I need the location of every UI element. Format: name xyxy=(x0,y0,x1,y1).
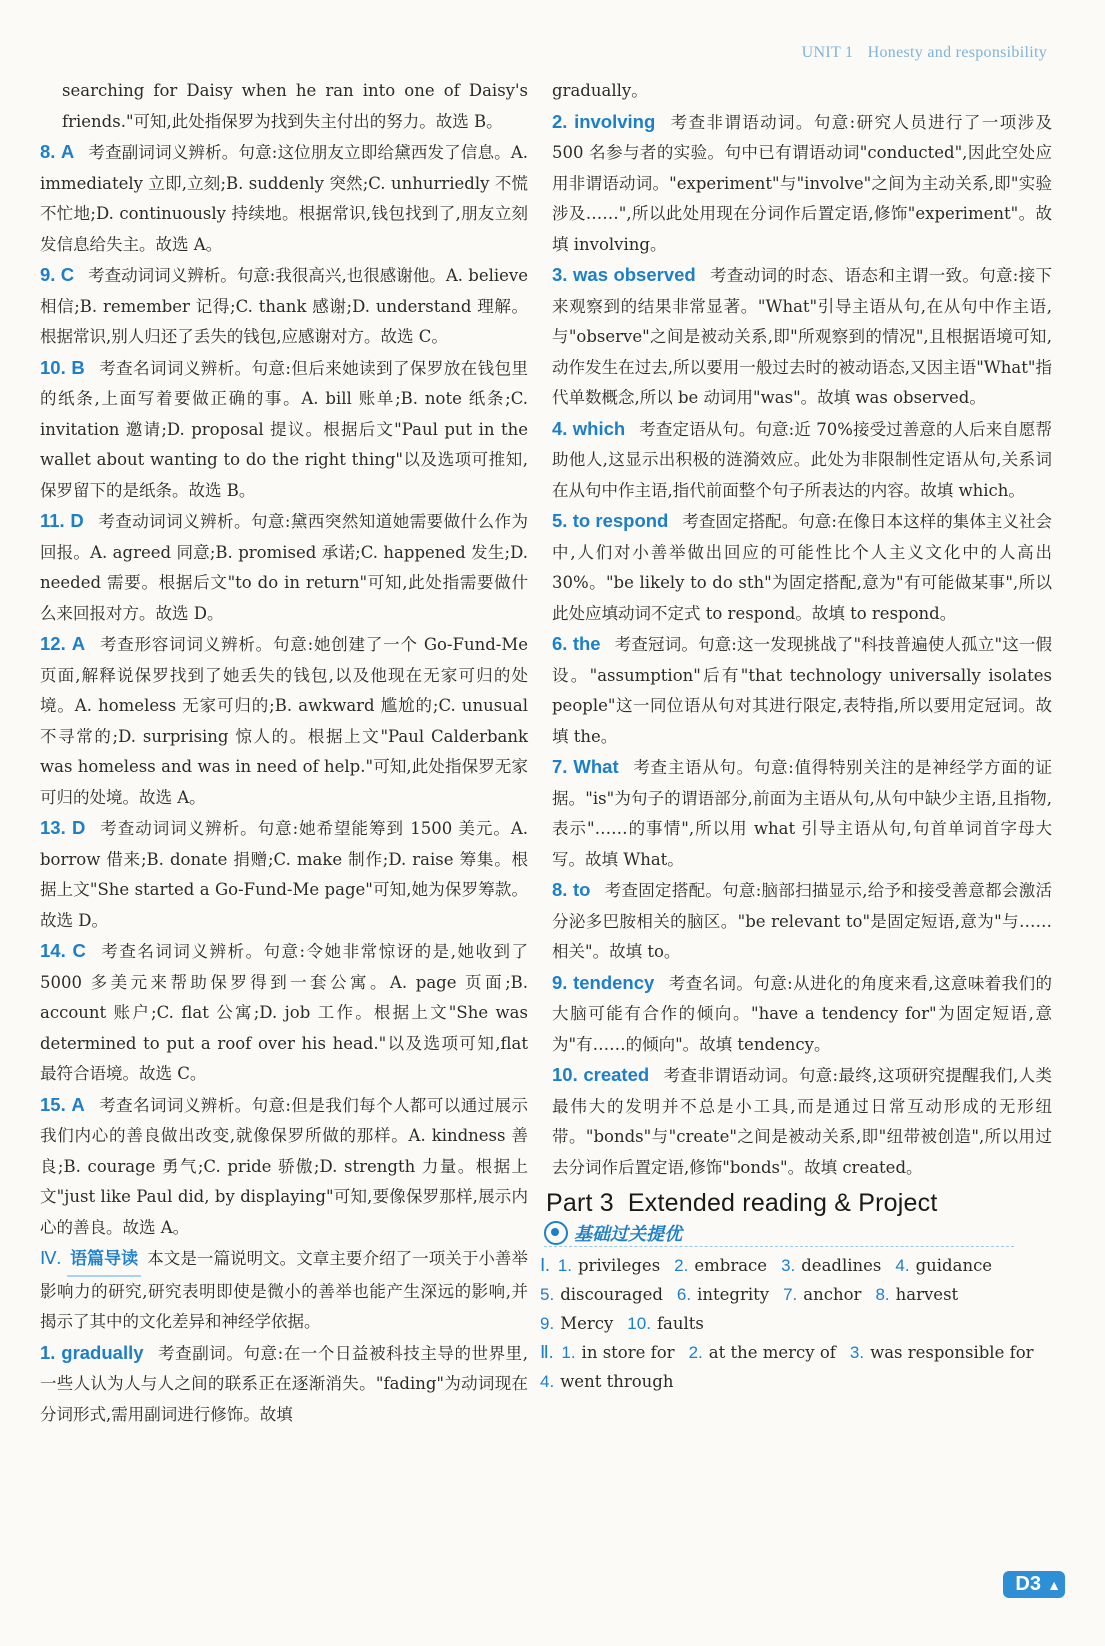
vocab-answer: 2. embrace xyxy=(674,1256,768,1275)
arrow-up-icon: ▲ xyxy=(1047,1577,1061,1593)
answer-item xyxy=(40,260,528,353)
target-icon xyxy=(544,1221,568,1245)
answer-item xyxy=(552,752,1052,875)
page-header xyxy=(792,44,1047,62)
intro-text: searching for Daisy when he ran into one of Daisy's friends."可知,此处指保罗为找到失主付出的努力。故选 B。 xyxy=(62,81,528,131)
part-3-title: Part 3 Extended reading & Project xyxy=(546,1189,938,1217)
answer-item xyxy=(40,629,528,813)
answer-item xyxy=(552,629,1052,752)
vocab-answer: 6. integrity xyxy=(676,1285,770,1304)
item-explanation: 考查固定搭配。句意:脑部扫描显示,给予和接受善意都会激活分泌多巴胺相关的脑区。"be relevant to"是固定短语,意为"与……相关"。故填 to。 xyxy=(552,881,1052,961)
item-answer: to xyxy=(572,879,591,900)
vocab-answer: 9. Mercy xyxy=(540,1314,614,1333)
item-explanation: 考查动词词义辨析。句意:她希望能筹到 1500 美元。A. borrow 借来;B. donate 捐赠;C. make 制作;D. raise 筹集。根据上文"She started a Go-Fund-Me page"可知,她为保罗筹款。故选 D。 xyxy=(40,819,529,930)
answer-item xyxy=(40,137,528,260)
item-number: 13. xyxy=(40,817,66,838)
vocab-answer: 1. privileges xyxy=(557,1256,661,1275)
vocab-answer: 8. harvest xyxy=(875,1285,959,1304)
answer-item xyxy=(40,1090,528,1244)
item-number: 8. xyxy=(40,141,56,162)
unit-label: UNIT 1 xyxy=(801,44,854,61)
section-roman: Ⅰ. xyxy=(540,1255,550,1275)
item-explanation: 考查动词词义辨析。句意:黛西突然知道她需要做什么作为回报。A. agreed 同意;B. promised 承诺;C. happened 发生;D. needed 需要。根据后文"to do in return"可知,此处指需要做什么来回报对方。故选 D。 xyxy=(40,512,528,623)
answer-item xyxy=(40,813,528,936)
continued-text: gradually。 xyxy=(552,81,648,100)
item-answer: A xyxy=(60,141,75,162)
answer-item xyxy=(40,936,528,1090)
right-column xyxy=(540,76,1053,1396)
item-answer: which xyxy=(572,417,626,439)
item-explanation: 考查动词词义辨析。句意:我很高兴,也很感谢他。A. believe 相信;B. remember 记得;C. thank 感谢;D. understand 理解。根据常识,别人归还了丢失的钱包,应感谢对方。故选 C。 xyxy=(40,266,528,346)
answer-item xyxy=(552,1060,1052,1183)
left-answer-list xyxy=(40,137,528,1243)
item-number: 7. xyxy=(552,756,568,777)
item-explanation: 考查副词词义辨析。句意:这位朋友立即给黛西发了信息。A. immediately 立即,立刻;B. suddenly 突然;C. unhurriedly 不慌不忙地;D. continuously 持续地。根据常识,钱包找到了,朋友立刻发信息给失主。故选 A。 xyxy=(40,143,528,254)
item-number: 14. xyxy=(40,940,66,961)
item-number: 8. xyxy=(552,879,568,900)
item-explanation: 考查固定搭配。句意:在像日本这样的集体主义社会中,人们对小善举做出回应的可能性比个人主义文化中的人高出 30%。"be likely to do sth"为固定搭配,意为"有可能做某事",所以此处应填动词不定式 to respond。故填 to respond。 xyxy=(552,512,1052,623)
item-number: 12. xyxy=(40,633,66,654)
item-answer: was observed xyxy=(573,264,696,285)
item-answer: C xyxy=(60,264,75,285)
item-explanation: 考查名词词义辨析。句意:但是我们每个人都可以通过展示我们内心的善良做出改变,就像保罗所做的那样。A. kindness 善良;B. courage 勇气;C. pride 骄傲;D. strength 力量。根据上文"just like Paul did, by displaying"可知,要像保罗那样,展示内心的善良。故选 A。 xyxy=(40,1095,529,1237)
vocab-answer: 3. deadlines xyxy=(781,1256,882,1275)
item-number: 5. xyxy=(552,510,568,531)
unit-title: Honesty and responsibility xyxy=(867,44,1047,61)
item-number: 2. xyxy=(552,110,568,132)
item-number: 9. xyxy=(552,971,568,993)
answer-item xyxy=(40,506,528,629)
item-answer: involving xyxy=(574,110,656,132)
answer-item xyxy=(40,353,528,507)
item-number: 3. xyxy=(552,264,568,285)
item-explanation: 考查主语从句。句意:值得特别关注的是神经学方面的证据。"is"为句子的谓语部分,前面为主语从句,从句中缺少主语,且指物,表示"……的事情",所以用 what 引导主语从句,句首单词首字母大写。故填 What。 xyxy=(552,758,1053,869)
section-roman: Ⅳ. xyxy=(40,1248,62,1268)
reading-guide-tag: 语篇导读 xyxy=(67,1244,141,1277)
item-number: 6. xyxy=(552,633,568,654)
section-4-text: 本文是一篇说明文。文章主要介绍了一项关于小善举影响力的研究,研究表明即使是微小的善举也能产生深远的影响,并揭示了其中的文化差异和神经学依据。 xyxy=(40,1249,528,1331)
vocab-answer: 1. in store for xyxy=(561,1343,675,1362)
vocab-answer: 3. was responsible for xyxy=(849,1343,1034,1362)
item-answer: to respond xyxy=(572,510,669,531)
item-number: 15. xyxy=(40,1093,66,1115)
item-explanation: 考查定语从句。句意:近 70%接受过善意的人后来自愿帮助他人,这显示出积极的涟漪效应。此处为非限制性定语从句,关系词在从句中作主语,指代前面整个句子所表达的内容。故填 which。 xyxy=(552,419,1052,500)
item-answer: created xyxy=(583,1064,650,1085)
vocab-answer: 10. faults xyxy=(627,1314,704,1333)
section-4-intro xyxy=(40,1243,528,1338)
item-explanation: 考查名词词义辨析。句意:令她非常惊讶的是,她收到了 5000 多美元来帮助保罗得到一套公寓。A. page 页面;B. account 账户;C. flat 公寓;D. job 工作。根据上文"She was determined to put a roof over his head."以及选项可知,flat 最符合语境。故选 C。 xyxy=(40,942,528,1083)
answer-item xyxy=(552,968,1052,1061)
left-column xyxy=(40,76,528,1430)
item-answer: C xyxy=(72,940,86,961)
vocab-answer: 2. at the mercy of xyxy=(688,1343,836,1362)
vocab-answer: 4. went through xyxy=(540,1372,674,1391)
item-answer: D xyxy=(71,817,86,838)
answer-item xyxy=(552,875,1052,968)
answer-item xyxy=(552,414,1052,507)
item-answer: tendency xyxy=(573,971,655,993)
page-number-badge: D3 ▲ xyxy=(1003,1571,1065,1598)
item-number: 9. xyxy=(40,264,56,285)
item-number: 11. xyxy=(40,510,65,531)
vocab-answer: 5. discouraged xyxy=(540,1285,663,1304)
basic-practice-heading: 基础过关提优 xyxy=(544,1220,1014,1247)
item-answer: the xyxy=(572,633,601,654)
answer-item xyxy=(552,506,1052,629)
item-answer: D xyxy=(70,510,84,531)
answer-item xyxy=(552,107,1052,261)
item-explanation: 考查非谓语动词。句意:最终,这项研究提醒我们,人类最伟大的发明并不总是小工具,而是通过日常互动形成的无形纽带。"bonds"与"create"之间是被动关系,即"纽带被创造",所以用过去分词作后置定语,修饰"bonds"。故填 created。 xyxy=(552,1066,1052,1177)
section-roman: Ⅱ. xyxy=(540,1342,554,1362)
vocab-section-1 xyxy=(540,1251,1052,1338)
item-answer: A xyxy=(71,633,86,654)
item-answer: A xyxy=(71,1093,85,1115)
item-number: 10. xyxy=(552,1064,578,1085)
item-number: 10. xyxy=(40,356,66,378)
vocab-section-2 xyxy=(540,1338,1052,1396)
vocab-answer: 4. guidance xyxy=(895,1256,993,1275)
item-answer: What xyxy=(573,756,619,777)
answer-item: 1. gradually 考查副词。句意:在一个日益被科技主导的世界里,一些人认为人与人之间的联系正在逐渐消失。"fading"为动词现在分词形式,需用副词进行修饰。故填 xyxy=(40,1341,528,1424)
item-answer: B xyxy=(71,356,85,378)
vocab-answer: 7. anchor xyxy=(783,1285,862,1304)
item-explanation: 考查非谓语动词。句意:研究人员进行了一项涉及 500 名参与者的实验。句中已有谓语动词"conducted",因此空处应用非谓语动词。"experiment"与"involve"之间为主动关系,即"实验涉及……",所以此处用现在分词作后置定语,修饰"experiment"。故填 involving。 xyxy=(552,112,1052,254)
item-explanation: 考查名词词义辨析。句意:但后来她读到了保罗放在钱包里的纸条,上面写着要做正确的事。A. bill 账单;B. note 纸条;C. invitation 邀请;D. proposal 提议。根据后文"Paul put in the wallet about wanting to do the right thing"以及选项可推知,保罗留下的是纸条。故选 B。 xyxy=(40,358,529,500)
item-explanation: 考查动词的时态、语态和主谓一致。句意:接下来观察到的结果非常显著。"What"引导主语从句,在从句中作主语,与"observe"之间是被动关系,即"所观察到的情况",且根据语境可知,动作发生在过去,所以要用一般过去时的被动语态,又因主语"What"指代单数概念,所以 be 动词用"was"。故填 was observed。 xyxy=(552,266,1052,407)
item-explanation: 考查冠词。句意:这一发现挑战了"科技普遍使人孤立"这一假设。"assumption"后有"that technology universally isolates people"这一同位语从句对其进行限定,表特指,所以要用定冠词。故填 the。 xyxy=(552,635,1052,746)
answer-item xyxy=(552,260,1052,414)
item-number: 4. xyxy=(552,417,568,439)
item-explanation: 考查名词。句意:从进化的角度来看,这意味着我们的大脑可能有合作的倾向。"have a tendency for"为固定短语,意为"有……的倾向"。故填 tendency。 xyxy=(552,973,1052,1054)
right-answer-list xyxy=(552,107,1052,1184)
item-explanation: 考查形容词词义辨析。句意:她创建了一个 Go-Fund-Me 页面,解释说保罗找到了她丢失的钱包,以及他现在无家可归的处境。A. homeless 无家可归的;B. awkward 尴尬的;C. unusual 不寻常的;D. surprising 惊人的。根据上文"Paul Calderbank was homeless and was in need of help."可知,此处指保罗无家可归的处境。故选 A。 xyxy=(40,635,529,807)
